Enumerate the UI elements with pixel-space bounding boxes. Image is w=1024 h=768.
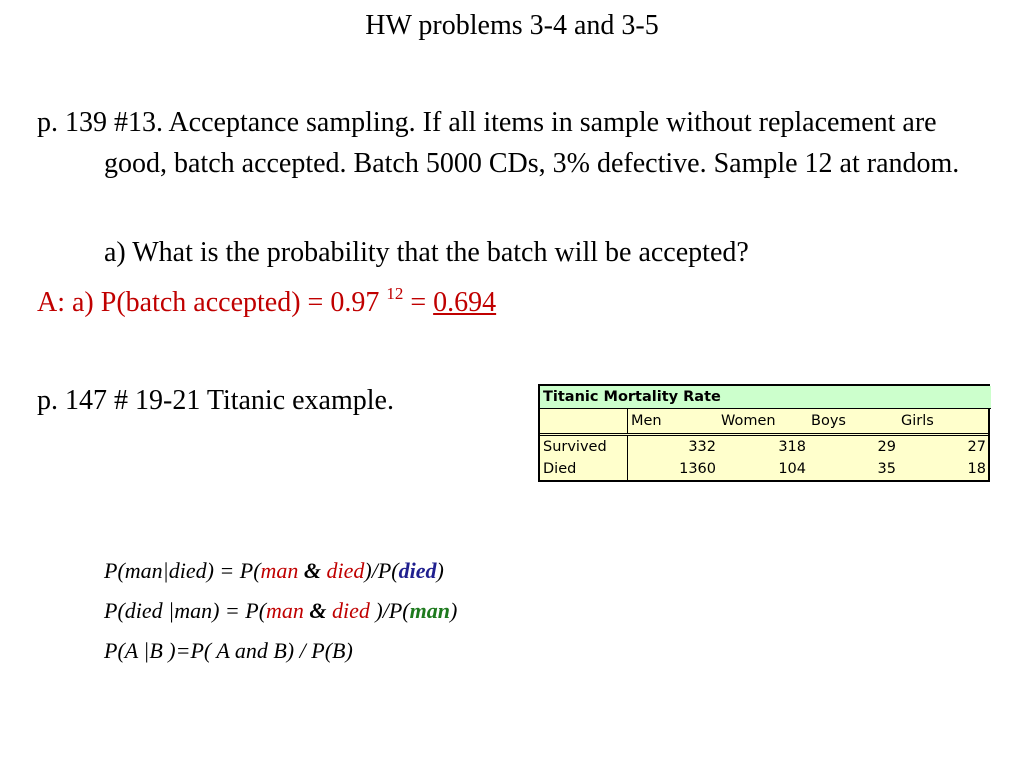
cell-survived-girls: 27 (967, 439, 986, 455)
slide-title: HW problems 3-4 and 3-5 (365, 10, 659, 41)
row-label-survived: Survived (540, 436, 628, 458)
cell-survived-women: 318 (778, 439, 806, 455)
cell-died-boys: 35 (877, 461, 896, 477)
formula-1-amp: & (298, 558, 327, 583)
cell-died-women: 104 (778, 461, 806, 477)
answer-exponent: 12 (386, 284, 404, 303)
answer-equals: = (403, 287, 434, 318)
formula-1-mid: )/P( (364, 558, 399, 583)
formula-2-left: P(died |man) = P( (104, 598, 267, 623)
formula-2-mid: )/P( (369, 598, 410, 623)
column-header-girls: Girls (901, 413, 934, 429)
column-header-boys: Boys (811, 413, 846, 429)
table-body (540, 436, 988, 480)
formula-1-died: died (326, 558, 365, 583)
formula-1-end: ) (436, 558, 444, 583)
formula-2-denominator: man (409, 598, 450, 623)
column-header-women: Women (721, 413, 776, 429)
table-row (540, 458, 988, 480)
table-title: Titanic Mortality Rate (540, 386, 991, 409)
question-a: a) What is the probability that the batch will be accepted? (104, 237, 749, 268)
table-row (540, 436, 988, 458)
cell-survived-men: 332 (688, 439, 716, 455)
formula-1-left: P(man|died) = P( (104, 558, 261, 583)
answer-result: 0.694 (433, 287, 497, 318)
formula-man-given-died (104, 556, 444, 586)
formula-1-denominator: died (398, 558, 437, 583)
titanic-mortality-table (538, 384, 990, 482)
formula-2-died: died (332, 598, 370, 623)
problem-13-text: p. 139 #13. Acceptance sampling. If all items in sample without replacement are good, batch accepted. Batch 5000 CDs, 3% defective. Sample 12 at random. (37, 107, 960, 179)
formula-2-end: ) (449, 598, 458, 623)
cell-died-men: 1360 (679, 461, 716, 477)
table-corner-cell (540, 409, 628, 433)
formula-died-given-man (104, 596, 457, 626)
row-label-died: Died (540, 458, 628, 480)
column-header-men: Men (631, 413, 662, 429)
formula-conditional-general: P(A |B )=P( A and B) / P(B) (104, 638, 353, 663)
formula-2-amp: & (303, 598, 333, 623)
formula-1-man: man (260, 558, 299, 583)
formula-2-man: man (266, 598, 304, 623)
answer-a (37, 282, 496, 326)
problem-titanic-text: p. 147 # 19-21 Titanic example. (37, 385, 394, 416)
answer-prefix: A: a) P(batch accepted) = 0.97 (37, 287, 387, 318)
cell-survived-boys: 29 (877, 439, 896, 455)
cell-died-girls: 18 (967, 461, 986, 477)
table-header-row (540, 409, 988, 436)
